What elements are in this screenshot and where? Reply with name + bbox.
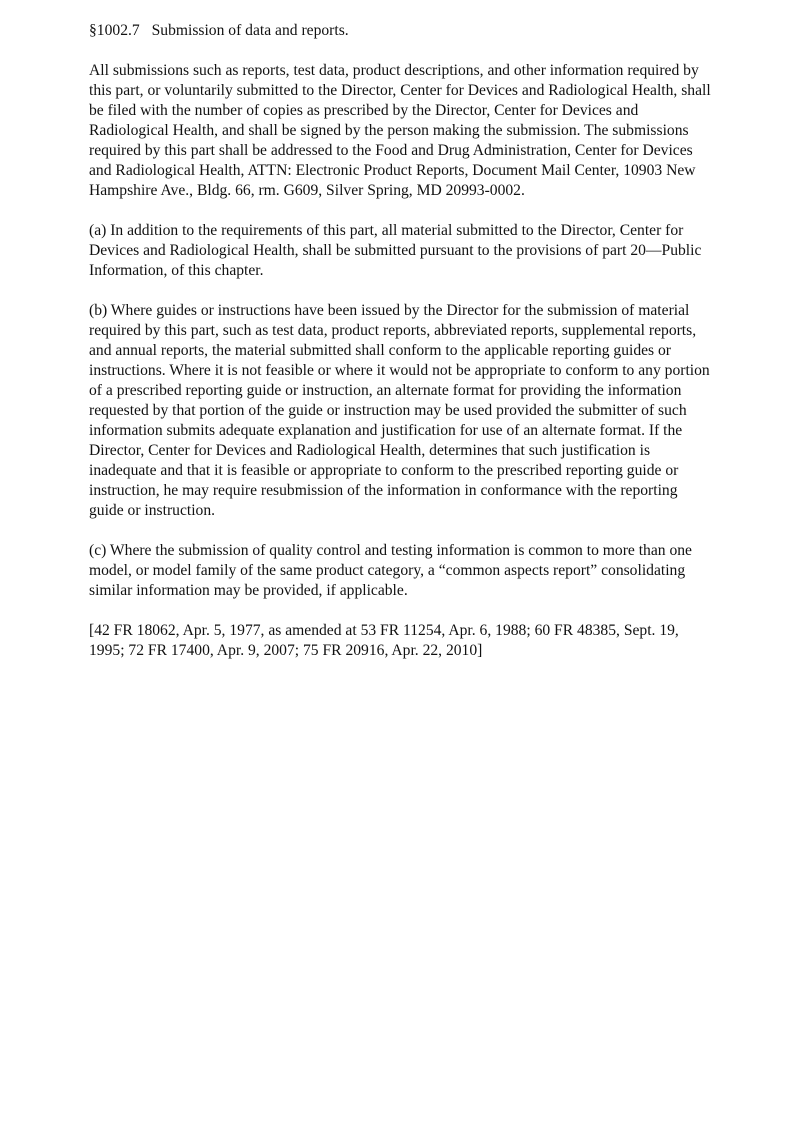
paragraph-a: (a) In addition to the requirements of this part, all material submitted to the Director, Center for Devices and Radiological Health, shall be submitted pursuant to the provisions of part 20—Public Information, of this chapter. [89, 222, 702, 279]
source-citation: [42 FR 18062, Apr. 5, 1977, as amended at 53 FR 11254, Apr. 6, 1988; 60 FR 48385, Sept. 19, 1995; 72 FR 17400, Apr. 9, 2007; 75 FR 20916, Apr. 22, 2010] [89, 622, 679, 659]
section-number: §1002.7 [89, 22, 140, 39]
paragraph-b: (b) Where guides or instructions have been issued by the Director for the submission of material required by this part, such as test data, product reports, abbreviated reports, supplemental reports, and annual reports, the material submitted shall conform to the applicable reporting guides or instructions. Where it is not feasible or where it would not be appropriate to conform to any portion of a prescribed reporting guide or instruction, an alternate format for providing the information requested by that portion of the guide or instruction may be used provided the submitter of such information submits adequate explanation and justification for use of an alternate format. If the Director, Center for Devices and Radiological Health, determines that such justification is inadequate and that it is feasible or appropriate to conform to the prescribed reporting guide or instruction, he may require resubmission of the information in conformance with the reporting guide or instruction. [89, 302, 710, 519]
section-heading [89, 21, 714, 41]
paragraph-c: (c) Where the submission of quality control and testing information is common to more than one model, or model family of the same product category, a “common aspects report” consolidating similar information may be provided, if applicable. [89, 542, 692, 599]
section-title: Submission of data and reports. [151, 22, 349, 39]
document-page [89, 21, 714, 661]
paragraph-intro: All submissions such as reports, test data, product descriptions, and other information required by this part, or voluntarily submitted to the Director, Center for Devices and Radiological Health, shall be filed with the number of copies as prescribed by the Director, Center for Devices and Radiological Health, and shall be signed by the person making the submission. The submissions required by this part shall be addressed to the Food and Drug Administration, Center for Devices and Radiological Health, ATTN: Electronic Product Reports, Document Mail Center, 10903 New Hampshire Ave., Bldg. 66, rm. G609, Silver Spring, MD 20993-0002. [89, 62, 711, 199]
